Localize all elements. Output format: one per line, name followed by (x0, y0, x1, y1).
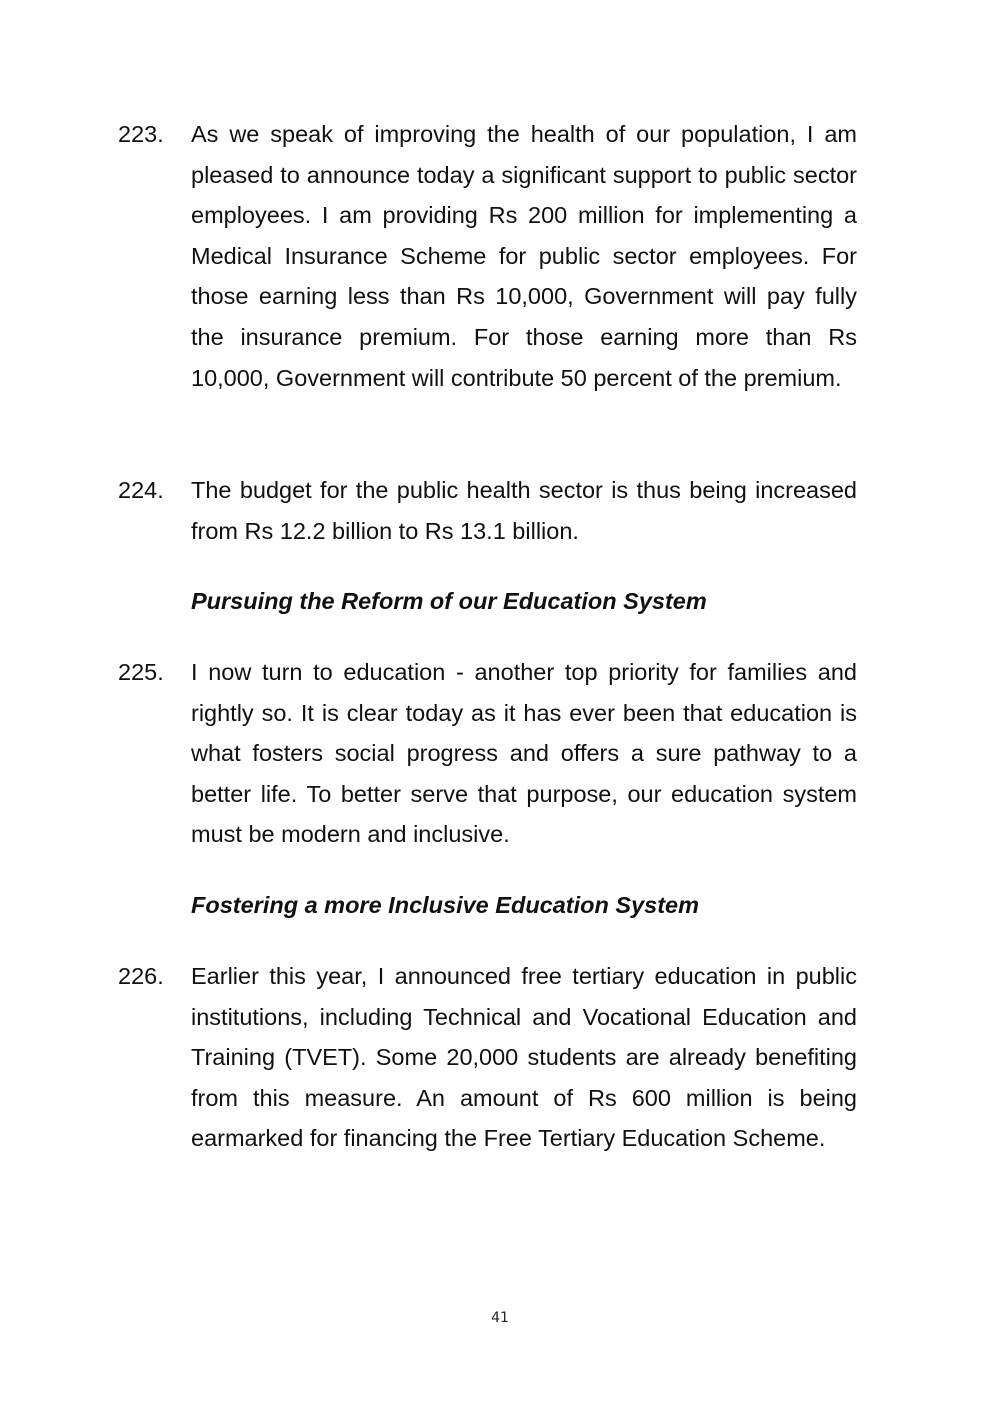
paragraph-number: 226. (118, 963, 164, 989)
paragraph-text: Earlier this year, I announced free tertiary education in public institutions, including Technical and Vocational Education and Training (TVET). Some 20,000 students are already benefiting from this measure. An amount of Rs 600 million is being earmarked for financing the Free Tertiary Education Scheme. (191, 963, 857, 1152)
paragraph-number: 223. (118, 121, 164, 147)
paragraph-text: The budget for the public health sector is thus being increased from Rs 12.2 billion to Rs 13.1 billion. (191, 477, 857, 544)
section-heading-inclusive-education: Fostering a more Inclusive Education System (191, 892, 700, 918)
page-number: 41 (491, 1310, 509, 1326)
paragraph-text: I now turn to education - another top priority for families and rightly so. It is clear today as it has ever been that education is what fosters social progress and offers a sure pathway to a better life. To better serve that purpose, our education system must be modern and inclusive. (191, 659, 857, 848)
paragraph-number: 224. (118, 477, 164, 503)
paragraph-text: As we speak of improving the health of our population, I am pleased to announce today a significant support to public sector employees. I am providing Rs 200 million for implementing a Medical Insurance Scheme for public sector employees. For those earning less than Rs 10,000, Government will pay fully the insurance premium. For those earning more than Rs 10,000, Government will contribute 50 percent of the premium. (191, 121, 857, 391)
paragraph-number: 225. (118, 659, 164, 685)
section-heading-education-reform: Pursuing the Reform of our Education System (191, 588, 707, 614)
